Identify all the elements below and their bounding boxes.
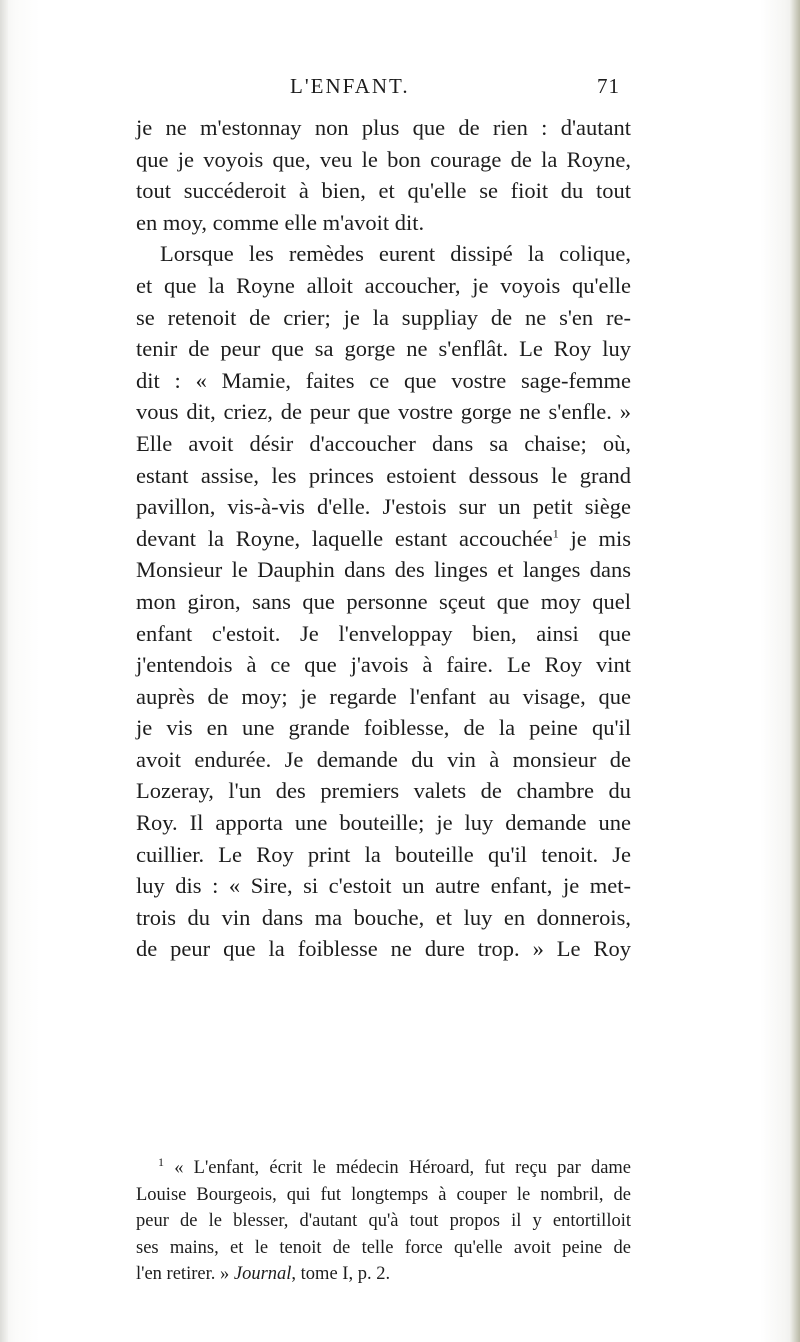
- page-number: 71: [597, 74, 620, 98]
- text-fragment: je mis: [558, 525, 631, 551]
- text-line: en moy, comme elle m'avoit dit.: [136, 209, 425, 235]
- paragraph-start-line: Lorsque les remèdes eurent dissipé la colique,: [160, 241, 631, 267]
- text-line: vous dit, criez, de peur que vostre gorge ne s'enfle. »: [136, 399, 631, 425]
- body-text: [136, 112, 631, 965]
- page-left-edge: [0, 0, 8, 1342]
- text-line: tout succéderoit à bien, et qu'elle se fioit du tout: [136, 178, 631, 204]
- text-line: Monsieur le Dauphin dans des linges et langes dans: [136, 557, 631, 583]
- text-line: cuillier. Le Roy print la bouteille qu'il tenoit. Je: [136, 841, 631, 867]
- text-line: se retenoit de crier; je la suppliay de ne s'en re-: [136, 304, 631, 330]
- text-line-with-footnote: [136, 523, 631, 555]
- text-line: trois du vin dans ma bouche, et luy en donnerois,: [136, 904, 631, 930]
- footnote-marker: 1: [158, 1154, 164, 1169]
- text-line: enfant c'estoit. Je l'enveloppay bien, ainsi que: [136, 620, 631, 646]
- footnote: [136, 1155, 631, 1288]
- footnote-text: l'en retirer. »: [136, 1264, 230, 1285]
- journal-title: Journal: [233, 1264, 292, 1285]
- text-line: Roy. Il apporta une bouteille; je luy demande une: [136, 810, 631, 836]
- text-line: de peur que la foiblesse ne dure trop. » Le Roy: [136, 936, 631, 962]
- text-line: pavillon, vis-à-vis d'elle. J'estois sur un petit siège: [136, 494, 631, 520]
- text-line: dit : « Mamie, faites ce que vostre sage-femme: [136, 367, 631, 393]
- text-line: j'entendois à ce que j'avois à faire. Le Roy vint: [136, 652, 631, 678]
- text-line: Lozeray, l'un des premiers valets de chambre du: [136, 778, 631, 804]
- text-line: mon giron, sans que personne sçeut que moy quel: [136, 588, 631, 614]
- footnote-line: [136, 1261, 631, 1288]
- text-line: je ne m'estonnay non plus que de rien : d'autant: [136, 115, 631, 140]
- text-line: que je voyois que, veu le bon courage de la Royne,: [136, 146, 631, 172]
- text-line: estant assise, les princes estoient dessous le grand: [136, 462, 631, 488]
- text-line: auprès de moy; je regarde l'enfant au visage, que: [136, 683, 631, 709]
- text-line: je vis en une grande foiblesse, de la peine qu'il: [136, 715, 631, 741]
- text-fragment: devant la Royne, laquelle estant accouchée: [136, 525, 553, 551]
- running-title: L'ENFANT.: [290, 74, 410, 98]
- footnote-reference[interactable]: 1: [552, 526, 559, 541]
- footnote-line: Louise Bourgeois, qui fut longtemps à couper le nombril, de: [136, 1184, 631, 1205]
- footnote-line: [136, 1155, 631, 1182]
- citation-tail: , tome I, p. 2.: [291, 1264, 391, 1285]
- text-line: Elle avoit désir d'accoucher dans sa chaise; où,: [136, 430, 631, 456]
- text-line: avoit endurée. Je demande du vin à monsieur de: [136, 746, 631, 772]
- text-line: luy dis : « Sire, si c'estoit un autre enfant, je met-: [136, 873, 631, 899]
- footnote-line: peur de le blesser, d'autant qu'à tout propos il y entortilloit: [136, 1211, 631, 1232]
- footnote-text: « L'enfant, écrit le médecin Héroard, fut reçu par dame: [174, 1158, 632, 1178]
- page-right-edge: [790, 0, 800, 1342]
- text-line: tenir de peur que sa gorge ne s'enflât. Le Roy luy: [136, 336, 631, 362]
- footnote-line: ses mains, et le tenoit de telle force qu'elle avoit peine de: [136, 1237, 631, 1258]
- text-line: et que la Royne alloit accoucher, je voyois qu'elle: [136, 272, 631, 298]
- running-head: [260, 74, 620, 104]
